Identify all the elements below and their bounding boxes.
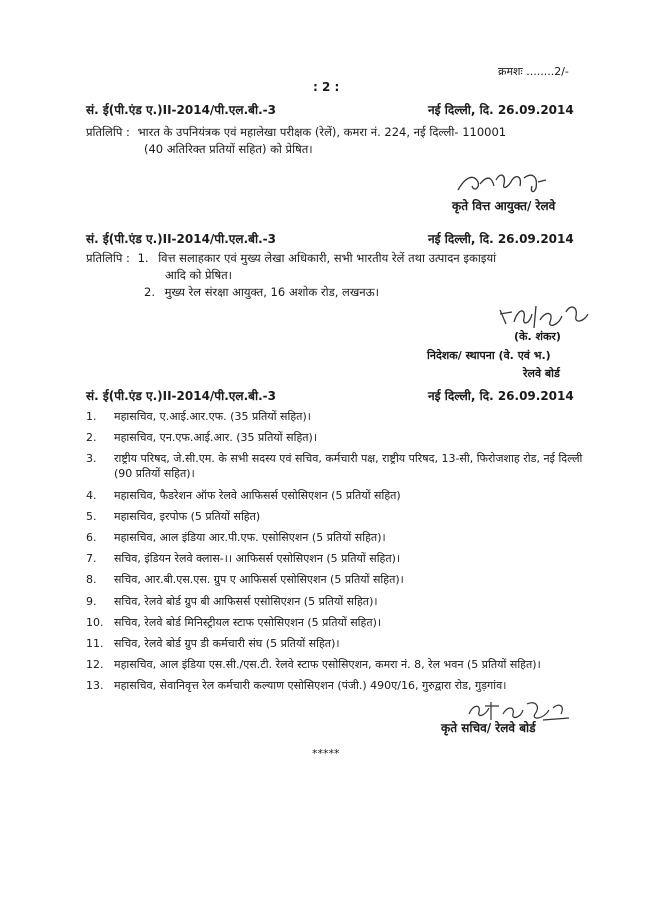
list-item [86,551,586,566]
list-item [86,678,586,693]
copy-label: प्रतिलिपि : [86,251,130,265]
list-item [86,488,586,503]
list-item [86,636,586,651]
item-text: महासचिव, एन.एफ.आई.आर. (35 प्रतियों सहित)। [114,431,318,445]
item-text: महासचिव, फैडरेशन ऑफ रेलवे आफिसर्स एसोसिएशन (5 प्रतियों सहित) [114,488,401,502]
end-mark: ***** [312,747,340,760]
item-number: 12. [86,658,104,672]
item-text: सचिव, रेलवे बोर्ड मिनिस्ट्रीयल स्टाफ एसोसिएशन (5 प्रतियों सहित)। [114,615,382,629]
item-text: महासचिव, सेवानिवृत्त रेल कर्मचारी कल्याण एसोसिएशन (पंजी.) 490ए/16, गुरुद्वारा रोड, गुड़गांव। [114,679,507,693]
signatory: कृते वित्त आयुक्त/ रेलवे [452,199,556,213]
place-date: नई दिल्ली, दि. 26.09.2014 [428,232,574,246]
signer-designation: निदेशक/ स्थापना (वे. एवं भ.) [427,349,551,362]
copy-line: (40 अतिरिक्त प्रतियों सहित) को प्रेषित। [144,142,313,156]
item-number: 9. [86,594,97,608]
item-number: 7. [86,552,97,566]
handwritten-signature [452,168,552,198]
item-number: 1. [137,251,149,265]
reference-number: सं. ई(पी.एंड ए.)II-2014/पी.एल.बी.-3 [86,232,276,246]
copy-label: प्रतिलिपि : [86,125,130,139]
list-item [86,509,586,524]
item-number: 13. [86,679,104,693]
reference-number: सं. ई(पी.एंड ए.)II-2014/पी.एल.बी.-3 [86,103,276,117]
list-item [86,409,586,424]
reference-number: सं. ई(पी.एंड ए.)II-2014/पी.एल.बी.-3 [86,389,276,403]
copy-line: मुख्य रेल संरक्षा आयुक्त, 16 अशोक रोड, लखनऊ। [164,285,380,299]
list-item [86,572,586,587]
copy-line: आदि को प्रेषित। [165,268,233,282]
page-number: : 2 : [313,80,340,94]
item-text: महासचिव, आल इंडिया आर.पी.एफ. एसोसिएशन (5 प्रतियों सहित)। [114,530,386,544]
item-text: सचिव, रेलवे बोर्ड ग्रुप डी कर्मचारी संघ (5 प्रतियों सहित)। [114,636,340,650]
item-number: 8. [86,573,97,587]
item-text: महासचिव, ए.आई.आर.एफ. (35 प्रतियों सहित)। [114,410,311,423]
item-number: 3. [86,452,97,466]
copy-to-block [86,124,586,158]
item-text: राष्ट्रीय परिषद, जे.सी.एम. के सभी सदस्य एवं सचिव, कर्मचारी पक्ष, राष्ट्रीय परिषद, 13-सी, फिरोजशाह रोड, नई दिल्ली (90 प्रतियों सहित)। [114,452,583,481]
list-item [86,594,586,609]
list-item [86,430,586,445]
item-number: 1. [86,410,97,423]
item-text: सचिव, इंडियन रेलवे क्लास-।। आफिसर्स एसोसिएशन (5 प्रतियों सहित)। [114,552,401,566]
item-number: 10. [86,615,104,629]
list-item [86,451,586,481]
item-number: 11. [86,636,104,650]
continuation-note: क्रमशः ........2/- [498,65,569,78]
item-number: 4. [86,488,97,502]
copy-to-block [86,250,596,301]
place-date: नई दिल्ली, दि. 26.09.2014 [428,389,574,403]
list-item [86,530,586,545]
item-text: सचिव, रेलवे बोर्ड ग्रुप बी आफिसर्स एसोसिएशन (5 प्रतियों सहित)। [114,594,378,608]
item-text: महासचिव, इरपोफ (5 प्रतियों सहित) [114,509,261,523]
list-item [86,615,586,630]
item-text: महासचिव, आल इंडिया एस.सी./एस.टी. रेलवे स्टाफ एसोसिएशन, कमरा नं. 8, रेल भवन (5 प्रतियों सहित)। [114,658,541,672]
signatory: कृते सचिव/ रेलवे बोर्ड [441,721,536,735]
signer-organization: रेलवे बोर्ड [523,367,560,380]
copy-line: वित्त सलाहकार एवं मुख्य लेखा अधिकारी, सभी भारतीय रेलें तथा उत्पादन इकाइयां [158,251,497,265]
item-number: 6. [86,530,97,544]
list-item [86,657,586,672]
item-text: सचिव, आर.बी.एस.एस. ग्रुप ए आफिसर्स एसोसिएशन (5 प्रतियों सहित)। [114,573,404,587]
item-number: 2. [86,431,97,445]
item-number: 2. [144,285,155,299]
copy-line: भारत के उपनियंत्रक एवं महालेखा परीक्षक (रेलें), कमरा नं. 224, नई दिल्ली- 110001 [137,125,507,139]
item-number: 5. [86,509,97,523]
distribution-list [86,409,586,699]
signer-name: (के. शंकर) [514,330,561,343]
place-date: नई दिल्ली, दि. 26.09.2014 [428,103,574,117]
